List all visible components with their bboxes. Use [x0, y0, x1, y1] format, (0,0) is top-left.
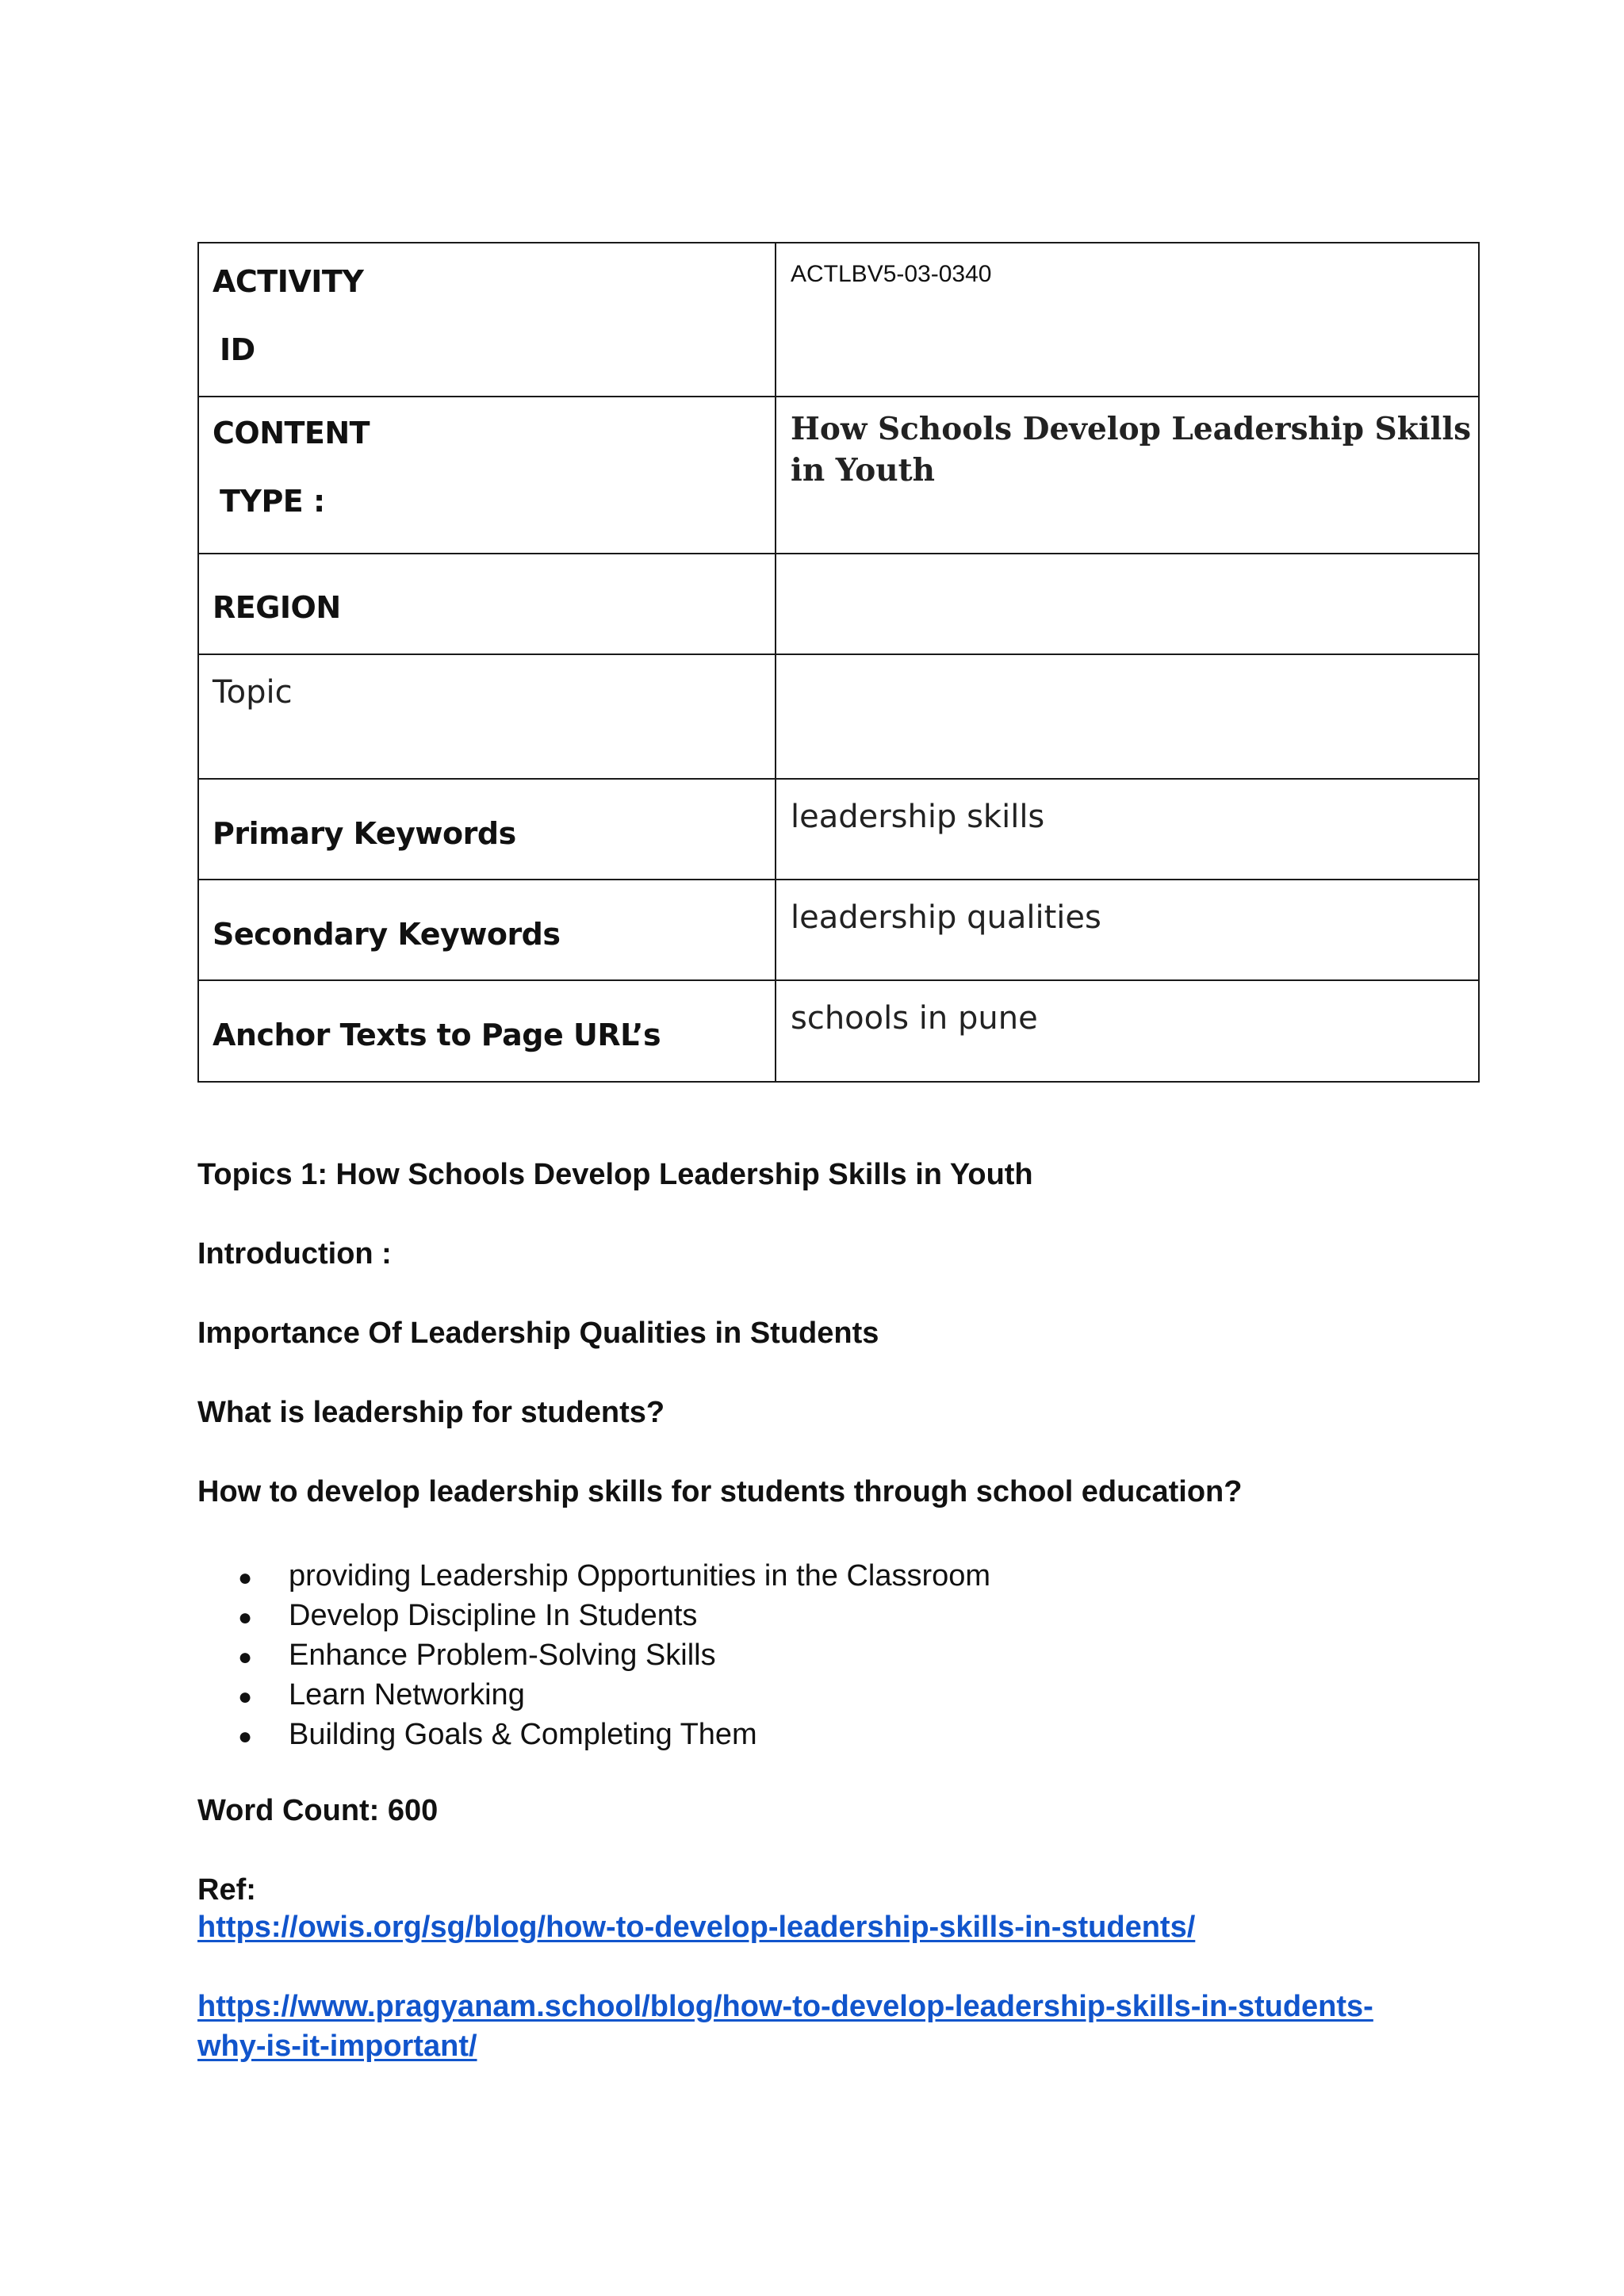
list-item — [238, 1675, 990, 1715]
region-row — [198, 554, 1479, 654]
topic-row — [198, 654, 1479, 779]
bullet-icon: ● — [238, 1644, 253, 1670]
list-item — [238, 1556, 990, 1596]
importance-heading: Importance Of Leadership Qualities in Students — [197, 1317, 879, 1350]
introduction-heading: Introduction : — [197, 1237, 392, 1271]
ref-link-owis[interactable]: https://owis.org/sg/blog/how-to-develop-leadership-skills-in-students/ — [197, 1911, 1196, 1944]
bullet-text: Enhance Problem-Solving Skills — [289, 1639, 716, 1672]
topic-value-cell — [776, 654, 1479, 779]
anchor-texts-row — [198, 980, 1479, 1082]
content-type-label-line1: CONTENT — [213, 416, 370, 450]
bullet-icon: ● — [238, 1565, 253, 1591]
anchor-texts-label: Anchor Texts to Page URL’s — [213, 1018, 661, 1052]
bullet-icon: ● — [238, 1723, 253, 1750]
bullet-text: Learn Networking — [289, 1678, 525, 1711]
primary-keywords-value: leadership skills — [791, 799, 1045, 835]
content-type-label-cell — [198, 397, 776, 554]
bullet-text: Building Goals & Completing Them — [289, 1718, 757, 1751]
region-label-cell — [198, 554, 776, 654]
primary-keywords-value-cell — [776, 779, 1479, 880]
leadership-bullet-list — [238, 1556, 990, 1754]
how-to-heading: How to develop leadership skills for students through school education? — [197, 1475, 1243, 1508]
ref-label: Ref: — [197, 1873, 256, 1907]
activity-id-label-line1: ACTIVITY — [213, 264, 364, 299]
ref-link-pragyanam[interactable]: https://www.pragyanam.school/blog/how-to-develop-leadership-skills-in-students- — [197, 1990, 1373, 2023]
topic-heading: Topics 1: How Schools Develop Leadership Skills in Youth — [197, 1158, 1033, 1191]
list-item — [238, 1715, 990, 1754]
secondary-keywords-label-cell — [198, 880, 776, 980]
topic-label-cell — [198, 654, 776, 779]
content-type-value-cell — [776, 397, 1479, 554]
anchor-texts-value: schools in pune — [791, 1000, 1038, 1037]
secondary-keywords-label: Secondary Keywords — [213, 917, 561, 952]
activity-id-value-cell — [776, 243, 1479, 397]
ref-link-pragyanam-continued[interactable]: why-is-it-important/ — [197, 2030, 477, 2063]
secondary-keywords-value: leadership qualities — [791, 899, 1101, 936]
content-brief-table — [197, 242, 1480, 1083]
content-type-value-line2: in Youth — [791, 452, 935, 489]
what-is-heading: What is leadership for students? — [197, 1396, 665, 1429]
secondary-keywords-value-cell — [776, 880, 1479, 980]
bullet-icon: ● — [238, 1604, 253, 1631]
anchor-texts-label-cell — [198, 980, 776, 1082]
activity-id-row — [198, 243, 1479, 397]
content-type-row — [198, 397, 1479, 554]
anchor-texts-value-cell — [776, 980, 1479, 1082]
activity-id-value: ACTLBV5-03-0340 — [791, 261, 992, 287]
content-type-label-line2: TYPE : — [220, 484, 325, 519]
activity-id-label-cell — [198, 243, 776, 397]
list-item — [238, 1635, 990, 1675]
bullet-text: Develop Discipline In Students — [289, 1599, 698, 1632]
word-count: Word Count: 600 — [197, 1794, 439, 1827]
bullet-text: providing Leadership Opportunities in the Classroom — [289, 1559, 991, 1593]
region-label: REGION — [213, 590, 341, 625]
secondary-keywords-row — [198, 880, 1479, 980]
primary-keywords-row — [198, 779, 1479, 880]
primary-keywords-label-cell — [198, 779, 776, 880]
list-item — [238, 1596, 990, 1635]
activity-id-label-line2: ID — [220, 332, 255, 367]
bullet-icon: ● — [238, 1684, 253, 1710]
region-value-cell — [776, 554, 1479, 654]
primary-keywords-label: Primary Keywords — [213, 816, 516, 851]
topic-label: Topic — [213, 674, 293, 711]
content-type-value-line1: How Schools Develop Leadership Skills — [791, 411, 1472, 447]
